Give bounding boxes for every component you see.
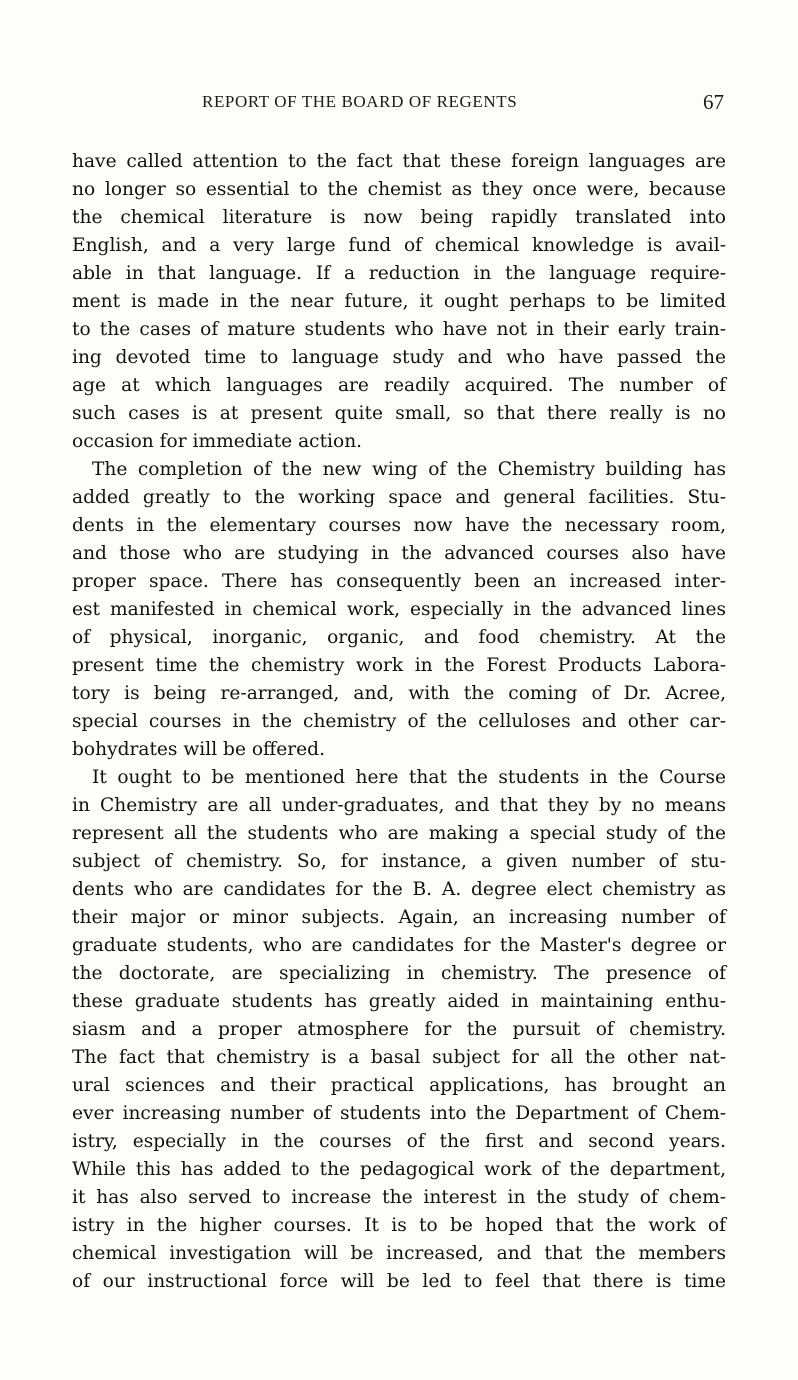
page-number: 67: [703, 90, 724, 114]
text-line: The fact that chemistry is a basal subject for all the other nat-: [72, 1047, 726, 1068]
text-line: it has also served to increase the interest in the study of chem-: [72, 1187, 726, 1208]
text-line: of physical, inorganic, organic, and food chemistry. At the: [72, 627, 726, 648]
text-line: age at which languages are readily acquired. The number of: [72, 375, 726, 396]
text-line: ever increasing number of students into the Department of Chem-: [72, 1103, 726, 1124]
body-text: [72, 148, 726, 1296]
text-line: proper space. There has consequently been an increased inter-: [72, 571, 726, 592]
text-line: English, and a very large fund of chemical knowledge is avail-: [72, 235, 726, 256]
text-line: istry, especially in the courses of the first and second years.: [72, 1131, 726, 1152]
text-line: these graduate students has greatly aided in maintaining enthu-: [72, 991, 726, 1012]
text-line: bohydrates will be offered.: [72, 739, 325, 760]
running-head: REPORT OF THE BOARD OF REGENTS: [202, 92, 518, 111]
text-line: their major or minor subjects. Again, an increasing number of: [72, 907, 726, 928]
text-line: istry in the higher courses. It is to be hoped that the work of: [72, 1215, 726, 1236]
text-line: and those who are studying in the advanced courses also have: [72, 543, 726, 564]
text-line: represent all the students who are making a special study of the: [72, 823, 726, 844]
text-line: added greatly to the working space and general facilities. Stu-: [72, 487, 726, 508]
text-line: tory is being re-arranged, and, with the coming of Dr. Acree,: [72, 683, 726, 704]
paragraph-2: [72, 456, 726, 764]
paragraph-3: [72, 764, 726, 1296]
text-line: ment is made in the near future, it ought perhaps to be limited: [72, 291, 726, 312]
text-line: chemical investigation will be increased, and that the members: [72, 1243, 726, 1264]
text-line: no longer so essential to the chemist as they once were, because: [72, 179, 726, 200]
text-line: est manifested in chemical work, especially in the advanced lines: [72, 599, 726, 620]
text-line: able in that language. If a reduction in the language require-: [72, 263, 726, 284]
text-line: ing devoted time to language study and who have passed the: [72, 347, 726, 368]
text-line: dents in the elementary courses now have the necessary room,: [72, 515, 726, 536]
text-line: While this has added to the pedagogical work of the department,: [72, 1159, 726, 1180]
paragraph-1: [72, 148, 726, 456]
text-line: occasion for immediate action.: [72, 431, 363, 452]
text-line: graduate students, who are candidates for the Master's degree or: [72, 935, 726, 956]
text-line: present time the chemistry work in the Forest Products Labora-: [72, 655, 726, 676]
text-line: The completion of the new wing of the Chemistry building has: [92, 459, 726, 480]
text-line: the doctorate, are specializing in chemistry. The presence of: [72, 963, 726, 984]
text-line: such cases is at present quite small, so that there really is no: [72, 403, 726, 424]
text-line: have called attention to the fact that these foreign languages are: [72, 151, 726, 172]
text-line: It ought to be mentioned here that the students in the Course: [92, 767, 726, 788]
text-line: in Chemistry are all under-graduates, and that they by no means: [72, 795, 726, 816]
text-line: dents who are candidates for the B. A. degree elect chemistry as: [72, 879, 726, 900]
text-line: of our instructional force will be led to feel that there is time: [72, 1271, 726, 1292]
text-line: to the cases of mature students who have not in their early train-: [72, 319, 726, 340]
text-line: special courses in the chemistry of the celluloses and other car-: [72, 711, 726, 732]
text-line: siasm and a proper atmosphere for the pursuit of chemistry.: [72, 1019, 726, 1040]
text-line: ural sciences and their practical applications, has brought an: [72, 1075, 726, 1096]
text-line: subject of chemistry. So, for instance, a given number of stu-: [72, 851, 726, 872]
page-header: [72, 92, 724, 118]
text-line: the chemical literature is now being rapidly translated into: [72, 207, 726, 228]
